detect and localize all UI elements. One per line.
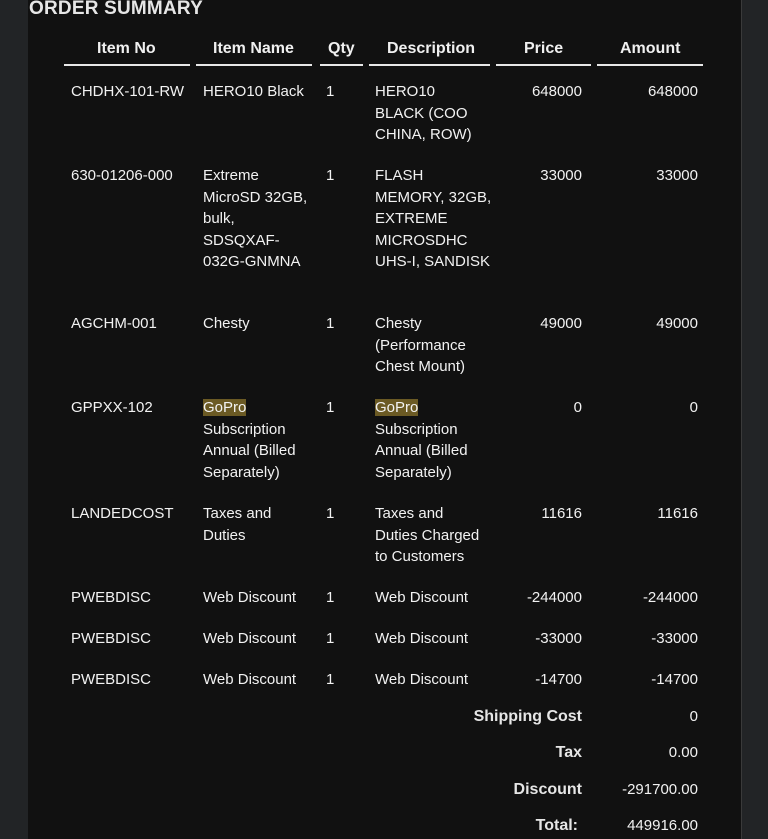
- cell-item-name: Taxes and Duties: [203, 505, 272, 544]
- cell-qty: 1: [326, 589, 335, 606]
- cell-item-no: PWEBDISC: [71, 630, 152, 647]
- cell-qty: 1: [326, 315, 335, 332]
- cell-item-name: Chesty: [203, 315, 250, 332]
- cell-qty: 1: [326, 83, 335, 100]
- cell-amount: 49000: [656, 315, 698, 332]
- header-underline: [64, 64, 190, 66]
- shipping-cost-value: 0: [689, 708, 698, 725]
- cell-amount: 11616: [657, 505, 698, 522]
- cell-item-no: LANDEDCOST: [71, 505, 174, 522]
- cell-price: -33000: [535, 630, 582, 647]
- header-underline: [369, 64, 490, 66]
- cell-price: 648000: [531, 83, 582, 100]
- cell-amount: 648000: [647, 83, 698, 100]
- header-underline: [496, 64, 591, 66]
- header-underline: [320, 64, 363, 66]
- discount-label: Discount: [513, 781, 582, 798]
- tax-value: 0.00: [668, 744, 698, 761]
- cell-item-no: CHDHX-101-RW: [71, 83, 185, 100]
- total-label: Total:: [535, 817, 578, 834]
- cell-amount: 33000: [656, 167, 698, 184]
- col-header-description: Description: [387, 40, 476, 57]
- cell-price: 0: [573, 399, 582, 416]
- cell-description: HERO10 BLACK (COO CHINA, ROW): [375, 83, 472, 143]
- header-underline: [196, 64, 312, 66]
- cell-item-no: PWEBDISC: [71, 589, 152, 606]
- cell-price: 33000: [540, 167, 582, 184]
- col-header-item-no: Item No: [97, 40, 156, 57]
- cell-item-name: Web Discount: [203, 630, 297, 647]
- total-value: 449916.00: [627, 817, 698, 834]
- cell-description: Chesty (Performance Chest Mount): [375, 315, 466, 375]
- header-underline: [597, 64, 703, 66]
- section-title: ORDER SUMMARY: [29, 0, 203, 19]
- cell-item-no: 630-01206-000: [71, 167, 173, 184]
- cell-description: Web Discount: [375, 671, 469, 688]
- col-header-qty: Qty: [328, 40, 355, 57]
- search-highlight: GoPro: [203, 399, 247, 416]
- cell-description: [375, 397, 483, 483]
- cell-item-no: GPPXX-102: [71, 399, 153, 416]
- cell-qty: 1: [326, 671, 335, 688]
- cell-price: 11616: [541, 505, 582, 522]
- cell-price: 49000: [540, 315, 582, 332]
- search-highlight: GoPro: [375, 399, 419, 416]
- cell-price: -244000: [526, 589, 582, 606]
- cell-item-name-rest: Subscription Annual (Billed Separately): [203, 420, 296, 481]
- cell-item-name: Web Discount: [203, 589, 297, 606]
- cell-qty: 1: [326, 167, 335, 184]
- cell-qty: 1: [326, 630, 335, 647]
- cell-description: FLASH MEMORY, 32GB, EXTREME MICROSDHC UHS-I, SANDISK: [375, 167, 492, 270]
- cell-description: Web Discount: [375, 630, 469, 647]
- cell-amount: 0: [689, 399, 698, 416]
- col-header-price: Price: [524, 40, 564, 57]
- tax-label: Tax: [555, 744, 582, 761]
- cell-qty: 1: [326, 399, 335, 416]
- col-header-item-name: Item Name: [213, 40, 294, 57]
- cell-price: -14700: [535, 671, 582, 688]
- discount-value: -291700.00: [622, 781, 698, 798]
- cell-amount: -14700: [651, 671, 698, 688]
- shipping-cost-label: Shipping Cost: [473, 708, 582, 725]
- cell-qty: 1: [326, 505, 335, 522]
- cell-item-name: [203, 397, 311, 483]
- cell-amount: -33000: [651, 630, 698, 647]
- cell-item-name: HERO10 Black: [203, 83, 304, 100]
- cell-description: Taxes and Duties Charged to Customers: [375, 505, 480, 565]
- cell-description-rest: Subscription Annual (Billed Separately): [375, 420, 468, 481]
- cell-item-name: Web Discount: [203, 671, 297, 688]
- col-header-amount: Amount: [620, 40, 681, 57]
- cell-description: Web Discount: [375, 589, 469, 606]
- cell-amount: -244000: [642, 589, 698, 606]
- cell-item-no: AGCHM-001: [71, 315, 157, 332]
- cell-item-no: PWEBDISC: [71, 671, 152, 688]
- cell-item-name: Extreme MicroSD 32GB, bulk, SDSQXAF-032G-GNMNA: [203, 167, 308, 270]
